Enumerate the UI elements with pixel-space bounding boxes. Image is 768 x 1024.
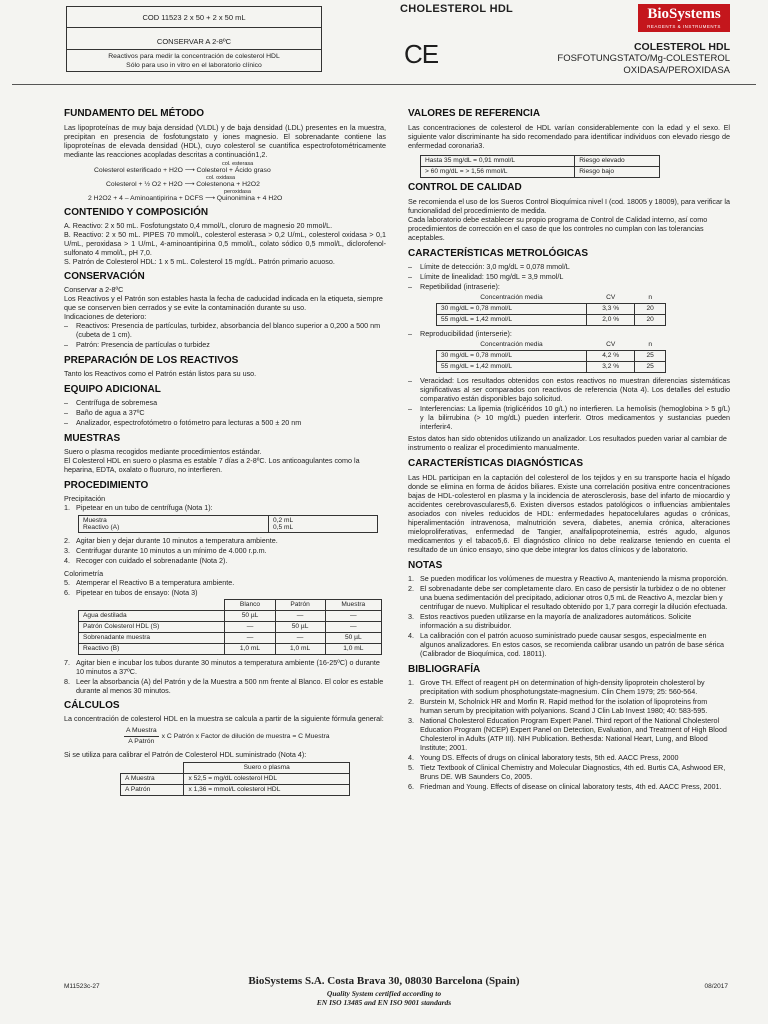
reference-table xyxy=(420,155,660,178)
t2-head: Muestra xyxy=(325,600,381,611)
contenido-a: A. Reactivo: 2 x 50 mL. Fosfotungstato 0,4 mmol/L, cloruro de magnesio 20 mmol/L. xyxy=(64,221,333,230)
equipo-item: – Analizador, espectrofotómetro o fotómetro para lecturas a 500 ± 20 nm xyxy=(64,418,302,427)
left-column xyxy=(64,108,386,796)
section-equipo: EQUIPO ADICIONAL xyxy=(64,384,161,395)
r2-enzyme: col. oxidasa xyxy=(206,175,236,181)
section-valores: VALORES DE REFERENCIA xyxy=(408,108,541,119)
step-1: 1. Pipetear en un tubo de centrífuga (Nota 1): xyxy=(64,503,213,512)
veracidad: – Veracidad: Los resultados obtenidos con estos reactivos no muestran diferencias sistemáticas significativas al ser comparados con reactivos de referencia (Nota 4). Los detalles del estudio comparativo están disponibles bajo solicitud. xyxy=(408,376,730,403)
formula-denominator: A Patrón xyxy=(128,738,155,745)
footer-quality-2: EN ISO 13485 and EN ISO 9001 standards xyxy=(316,998,452,1007)
deterioro-item: – Patrón: Presencia de partículas o turbidez xyxy=(64,340,210,349)
product-title: COLESTEROL HDL xyxy=(633,41,730,53)
colorimetry-table xyxy=(78,599,382,655)
t3-head: Suero o plasma xyxy=(184,763,350,774)
reaction-3: 2 H2O2 + 4 – Aminoantipirina + DCFS ⟶ Quinonimina + 4 H2O xyxy=(88,195,283,202)
reproducibility-table: Concentración media CV n 30 mg/dL = 0,78 mmol/L 4,2 % 25 55 mg/dL = 1,42 mmol/L 3,2 % 25 xyxy=(436,340,666,373)
metro-item: – Límite de linealidad: 150 mg/dL = 3,9 mmol/L xyxy=(408,272,564,281)
t1-muestra: Muestra xyxy=(83,517,107,524)
biblio-item: 1. Grove TH. Effect of reagent pH on determination of high-density lipoprotein cholesterol by precipitation with sodium phosphotungstate-magnesium. Clin Chem 1979; 25: 560-564. xyxy=(408,678,705,696)
biblio-item: 2. Burstein M, Scholnick HR and Morfin R. Rapid method for the isolation of lipoproteins from human serum by precipitation with polyanions. Scand J Clin Lab Invest 1980; 40: 583-595. xyxy=(408,697,708,715)
purpose-line-1: Reactivos para medir la concentración de colesterol HDL xyxy=(108,53,280,60)
table-row: A Muestra x 52,5 = mg/dL colesterol HDL xyxy=(121,774,350,785)
calibration-table xyxy=(120,762,350,796)
t1-reactivo-vol: 0,5 mL xyxy=(273,524,294,531)
biblio-item: 4. Young DS. Effects of drugs on clinical laboratory tests, 5th ed. AACC Press, 2000 xyxy=(408,753,679,762)
step-7: 7. Agitar bien e incubar los tubos durante 30 minutos a temperatura ambiente (16-25ºC) o durante 10 minutos a 37ºC. xyxy=(64,658,380,676)
formula xyxy=(124,726,386,747)
formula-rest: x C Patrón x Factor de dilución de muestra = C Muestra xyxy=(161,732,330,740)
contenido-s: S. Patrón de Colesterol HDL: 1 x 5 mL. Colesterol 15 mg/dL. Patrón primario acuoso. xyxy=(64,257,335,266)
table-row: 30 mg/dL = 0,78 mmol/L 3,3 % 20 xyxy=(437,304,666,315)
muestras-text-2: El Colesterol HDL en suero o plasma es estable 7 días a 2-8ºC. Los anticoagulantes como la heparina, EDTA, oxalato o fluoruro, no interfieren. xyxy=(64,456,360,474)
equipo-item: – Centrífuga de sobremesa xyxy=(64,398,158,407)
r3-enzyme: peroxidasa xyxy=(224,189,251,195)
top-title: CHOLESTEROL HDL xyxy=(400,3,514,15)
section-procedimiento: PROCEDIMIENTO xyxy=(64,480,149,491)
deterioro-item: – Reactivos: Presencia de partículas, turbidez, absorbancia del blanco superior a 0,200 a 500 nm (cubeta de 1 cm). xyxy=(64,321,381,339)
nota-item: 1. Se pueden modificar los volúmenes de muestra y Reactivo A, manteniendo la misma proporción. xyxy=(408,574,729,583)
storage-line: CONSERVAR A 2-8ºC xyxy=(156,37,232,46)
t1-muestra-vol: 0,2 mL xyxy=(273,517,294,524)
nota-item: 3. Estos reactivos pueden utilizarse en la mayoría de analizadores automáticos. Solicite información a su distribuidor. xyxy=(408,612,692,630)
control-text-1: Se recomienda el uso de los Sueros Control Bioquímica nivel I (cod. 18005 y 18009), para verificar la funcionalidad del procedimiento de medida. xyxy=(408,197,731,215)
colorimetria-label: Colorimetría xyxy=(64,569,104,578)
section-diagnosticas: CARACTERÍSTICAS DIAGNÓSTICAS xyxy=(408,458,584,469)
calculos-text: La concentración de colesterol HDL en la muestra se calcula a partir de la siguiente fórmula general: xyxy=(64,714,384,723)
nota-item: 2. El sobrenadante debe ser completamente claro. En caso de persistir la turbidez o de no obtener una buena sedimentación del precipitado, adicionar otros 0,5 mL de Reactivo A, mezclar bien y centrifugar de nuevo. Multiplicar el resultado obtenido por 1,7 para corregir la dilución efectuada. xyxy=(408,584,728,611)
footer-quality-1: Quality System certified according to xyxy=(326,989,442,998)
section-conservacion: CONSERVACIÓN xyxy=(64,271,145,282)
reprod-label: – Reproducibilidad (interserie): xyxy=(408,329,512,338)
table-row: Sobrenadante muestra — — 50 µL xyxy=(79,633,382,644)
brand-logo xyxy=(638,4,730,32)
calculos-text-2: Si se utiliza para calibrar el Patrón de Colesterol HDL suministrado (Nota 4): xyxy=(64,750,307,759)
step-3: 3. Centrifugar durante 10 minutos a un mínimo de 4.000 r.p.m. xyxy=(64,546,267,555)
section-control: CONTROL DE CALIDAD xyxy=(408,182,522,193)
section-fundamento: FUNDAMENTO DEL MÉTODO xyxy=(64,108,205,119)
table-row: Reactivo (B) 1,0 mL 1,0 mL 1,0 mL xyxy=(79,644,382,655)
product-subtitle-2: OXIDASA/PEROXIDASA xyxy=(623,65,730,76)
biblio-item: 6. Friedman and Young. Effects of disease on clinical laboratory tests, 4th ed. AACC Press, 2001. xyxy=(408,782,722,791)
precipitation-table xyxy=(78,515,378,533)
step-8: 8. Leer la absorbancia (A) del Patrón y de la Muestra a 500 nm frente al Blanco. El color es estable durante al menos 30 minutos. xyxy=(64,677,384,695)
table-row: 55 mg/dL = 1,42 mmol/L 3,2 % 25 xyxy=(437,362,666,373)
diag-text: Las HDL participan en la captación del colesterol de los tejidos y en su transporte hacia el hígado donde se elimina en forma de ácidos biliares. Existe una correlación positiva entre concentraciones bajas de HDL-colesterol en plasma y la incidencia de aterosclerosis, base del infarto de miocardio y accidentes cerebrovasculares5,6. Existen diversos estados patológicos o influencias ambientales asociados con niveles reducidos de HDL: enfermedades hepatocelulares agudas o crónicas, hiperalimentación intravenosa, malnutrición severa, diabetes, anemia crónica, alteraciones mieloproliferativas, enfermedad de Tangier, analfalipoproteinemia, estrés agudo, algunos medicamentos y el tabaco5,6. El diagnóstico clínico no debe realizarse teniendo en cuenta el resultado de un único ensayo, sino que debe integrar los datos clínicos y de laboratorio. xyxy=(408,473,730,554)
header-label-box xyxy=(66,6,322,72)
step-6: 6. Pipetear en tubos de ensayo: (Nota 3) xyxy=(64,588,198,597)
section-notas: NOTAS xyxy=(408,560,443,571)
t2-head: Patrón xyxy=(275,600,325,611)
repeatability-table: Concentración media CV n 30 mg/dL = 0,78 mmol/L 3,3 % 20 55 mg/dL = 1,42 mmol/L 2,0 % 20 xyxy=(436,293,666,326)
biblio-item: 5. Tietz Textbook of Clinical Chemistry and Molecular Diagnostics, 4th ed. Burtis CA, Ashwood ER, Bruns DE. WB Saunders Co, 2005. xyxy=(408,763,726,781)
reaction-1: Colesterol esterificado + H2O ⟶ Colesterol + Ácido graso xyxy=(94,167,271,174)
contenido-b: B. Reactivo: 2 x 50 mL. PIPES 70 mmol/L, colesterol esterasa > 0,2 U/mL, colesterol oxidasa > 0,1 U/mL, peroxidasa > 1 U/mL, 4-aminoantipirina 0,5 mmol/L, colato sódico 0,5 mmol/L, diclorofenol-sulfonato 4 mmol/L, pH 7,0. xyxy=(64,230,386,257)
cod-line: COD 11523 2 x 50 + 2 x 50 mL xyxy=(142,13,246,22)
step-5: 5. Atemperar el Reactivo B a temperatura ambiente. xyxy=(64,578,235,587)
table-row: > 60 mg/dL = > 1,56 mmol/L Riesgo bajo xyxy=(421,167,660,178)
valores-text: Las concentraciones de colesterol de HDL varían considerablemente con la edad y el sexo. El siguiente valor discriminante ha sido recomendado para identificar individuos con elevado riesgo de enfermedad coronaria3. xyxy=(408,123,730,150)
section-bibliografia: BIBLIOGRAFÍA xyxy=(408,664,481,675)
footer-company: BioSystems S.A. Costa Brava 30, 08030 Barcelona (Spain) xyxy=(248,975,520,987)
step-4: 4. Recoger con cuidado el sobrenadante (Nota 2). xyxy=(64,556,228,565)
table-row: 55 mg/dL = 1,42 mmol/L 2,0 % 20 xyxy=(437,315,666,326)
table-row: Hasta 35 mg/dL = 0,91 mmol/L Riesgo elevado xyxy=(421,156,660,167)
table-row: Patrón Colesterol HDL (S) — 50 µL — xyxy=(79,622,382,633)
conservacion-text: Los Reactivos y el Patrón son estables hasta la fecha de caducidad indicada en la etiqueta, siempre que se conserven bien cerrados y se evite la contaminación durante su uso. xyxy=(64,294,383,312)
section-contenido: CONTENIDO Y COMPOSICIÓN xyxy=(64,207,209,218)
section-preparacion: PREPARACIÓN DE LOS REACTIVOS xyxy=(64,355,239,366)
preparacion-text: Tanto los Reactivos como el Patrón están listos para su uso. xyxy=(64,369,257,378)
step-2: 2. Agitar bien y dejar durante 10 minutos a temperatura ambiente. xyxy=(64,536,278,545)
r1-enzyme: col. esterasa xyxy=(222,161,254,167)
metro-text: Estos datos han sido obtenidos utilizando un analizador. Los resultados pueden variar al cambiar de instrumento o realizar el procedimiento manualmente. xyxy=(408,434,727,452)
document-code: M11523c-27 xyxy=(64,983,100,990)
nota-item: 4. La calibración con el patrón acuoso suministrado puede causar sesgos, especialmente en algunos analizadores. En estos casos, se recomienda calibrar usando un patrón de base sérica (Calibrador de Bioquímica, cod. 18011). xyxy=(408,631,725,658)
formula-numerator: A Muestra xyxy=(124,726,159,737)
metro-item: – Repetibilidad (intraserie): xyxy=(408,282,500,291)
precipitacion-label: Precipitación xyxy=(64,494,106,503)
muestras-text-1: Suero o plasma recogidos mediante procedimientos estándar. xyxy=(64,447,262,456)
brand-name: BioSystems xyxy=(647,6,721,22)
reaction-2: Colesterol + ½ O2 + H2O ⟶ Colestenona + H2O2 xyxy=(106,181,260,188)
interferencias: – Interferencias: La lipemia (triglicéridos 10 g/L) no interfieren. La hemolisis (hemoglobina > 5 g/L) y la bilirrubina (> 10 mg/dL) pueden interferir. Otros medicamentos y sustancias pueden interferir4. xyxy=(408,404,730,431)
deterioro-label: Indicaciones de deterioro: xyxy=(64,312,147,321)
section-metrologicas: CARACTERÍSTICAS METROLÓGICAS xyxy=(408,248,588,259)
biblio-item: 3. National Cholesterol Education Program Expert Panel. Third report of the National Cholesterol Education Program (NCEP) Expert Panel on Detection, Evaluation, and Treatment of High Blood Cholesterol in Adults (ATP III). NIH Publication. Bethesda: National Heart, Lung, and Blood Institute; 2001. xyxy=(408,716,727,752)
fundamento-text: Las lipoproteínas de muy baja densidad (VLDL) y de baja densidad (LDL) presentes en la muestra, precipitan en presencia de fosfotungstato y iones magnesio. El sobrenadante contiene las lipoproteínas de elevada densidad (HDL), cuyo colesterol se cuantifica espectrofotométricamente mediante las reacciones acopladas descritas a continuación1,2. xyxy=(64,123,386,159)
t2-head xyxy=(79,600,225,611)
product-subtitle-1: FOSFOTUNGSTATO/Mg-COLESTEROL xyxy=(557,53,730,64)
document-date: 08/2017 xyxy=(704,983,728,990)
purpose-line-2: Sólo para uso in vitro en el laboratorio clínico xyxy=(126,62,262,69)
t1-reactivo: Reactivo (A) xyxy=(83,524,120,531)
table-row: Agua destilada 50 µL — — xyxy=(79,611,382,622)
brand-tagline: REAGENTS & INSTRUMENTS xyxy=(647,24,721,29)
conservacion-temp: Conservar a 2-8ºC xyxy=(64,285,124,294)
section-muestras: MUESTRAS xyxy=(64,433,121,444)
section-calculos: CÁLCULOS xyxy=(64,700,120,711)
table-row: 30 mg/dL = 0,78 mmol/L 4,2 % 25 xyxy=(437,351,666,362)
control-text-2: Cada laboratorio debe establecer su propio programa de Control de Calidad interno, así como procedimientos de corrección en el caso de que los controles no cumplan con las tolerancias aceptables. xyxy=(408,215,708,242)
contenido-list xyxy=(64,221,386,266)
reactions xyxy=(88,161,386,203)
right-column xyxy=(408,108,730,792)
ce-mark: CE xyxy=(404,39,439,69)
metro-item: – Límite de detección: 3,0 mg/dL = 0,078 mmol/L xyxy=(408,262,570,271)
header-divider xyxy=(12,84,756,85)
t2-head: Blanco xyxy=(225,600,275,611)
equipo-item: – Baño de agua a 37ºC xyxy=(64,408,145,417)
table-row: A Patrón x 1,36 = mmol/L colesterol HDL xyxy=(121,785,350,796)
